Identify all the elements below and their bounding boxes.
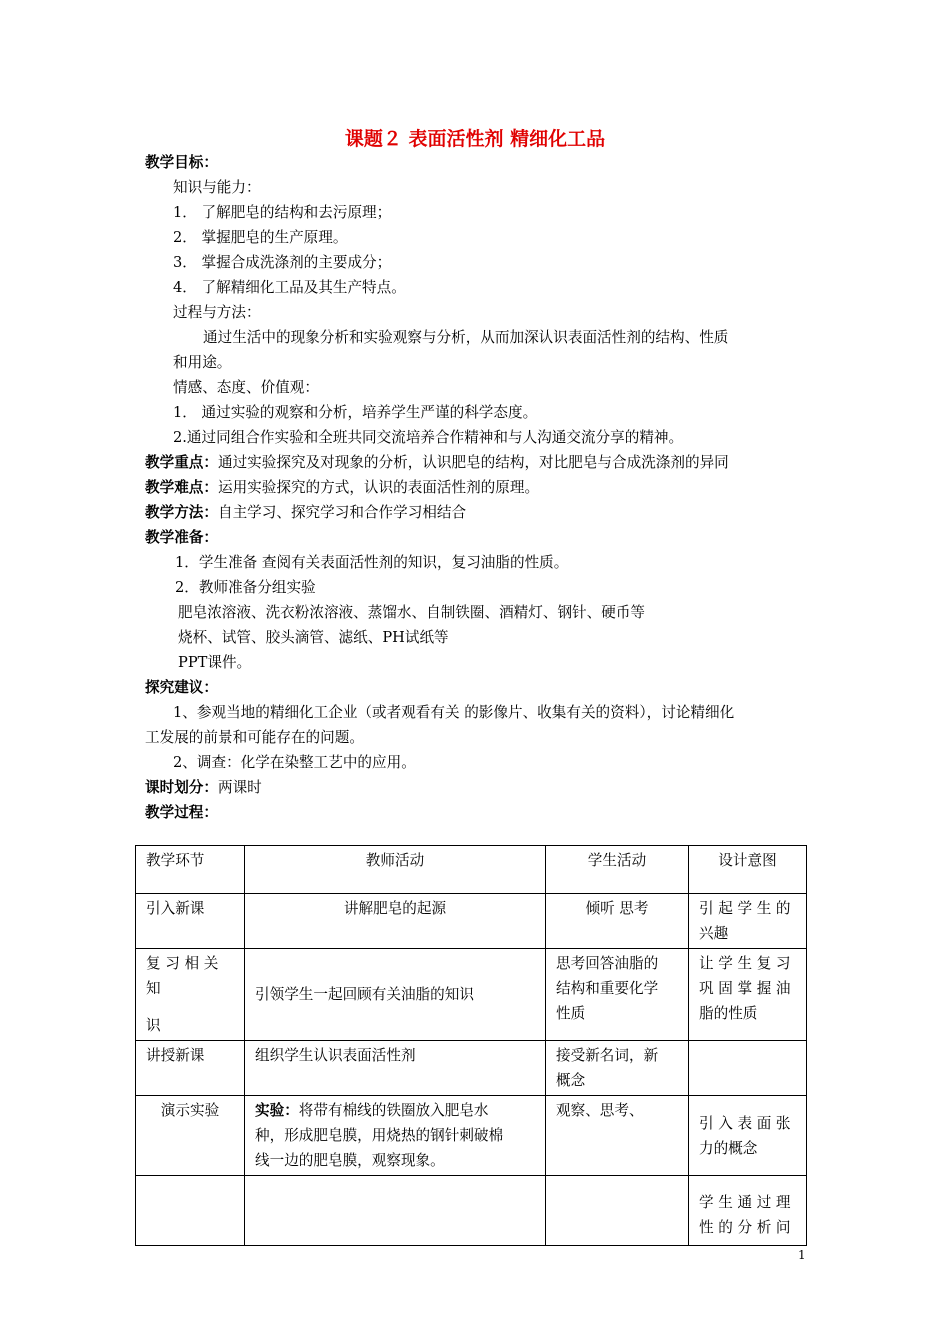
- intent-line: 引 入 表 面 张: [699, 1114, 791, 1132]
- emotion-item: 2.通过同组合作实验和全班共同交流培养合作精神和与人沟通交流分享的精神。: [173, 429, 684, 446]
- student-line: 概念: [556, 1072, 586, 1089]
- knowledge-item: 1． 了解肥皂的结构和去污原理；: [173, 204, 392, 221]
- document-body: [145, 150, 810, 825]
- stage-cell: [136, 949, 245, 1041]
- student-cell: [546, 1041, 689, 1096]
- teaching-process-table: [135, 845, 807, 1246]
- teacher-cell: [245, 1096, 546, 1176]
- difficulty-label: 教学难点：: [145, 479, 218, 496]
- experiment-label: 实验：: [255, 1102, 299, 1119]
- difficulty-text: 运用实验探究的方式，认识的表面活性剂的原理。: [217, 479, 540, 496]
- student-line: 接受新名词，新: [556, 1047, 659, 1064]
- student-line: 结构和重要化学: [556, 980, 659, 997]
- student-cell: [546, 1176, 689, 1246]
- inquiry-heading: 探究建议：: [145, 679, 218, 696]
- method: [145, 500, 810, 525]
- materials-line: 烧杯、试管、胶头滴管、滤纸、PH试纸等: [178, 629, 449, 646]
- schedule-label: 课时划分：: [145, 779, 218, 796]
- header-cell: 设计意图: [689, 846, 807, 894]
- intent-cell: [689, 1176, 807, 1246]
- stage-line: 识: [146, 1017, 161, 1034]
- table-row: [136, 1096, 807, 1176]
- process-text: 通过生活中的现象分析和实验观察与分析，从而加深认识表面活性剂的结构、性质: [203, 329, 729, 346]
- intent-line: 力的概念: [699, 1139, 758, 1157]
- table-header-row: [136, 846, 807, 894]
- preparation-teacher: 2．教师准备分组实验: [175, 579, 316, 596]
- stage-cell: 引入新课: [136, 894, 245, 949]
- intent-line: 兴趣: [699, 925, 729, 942]
- key-point-label: 教学重点：: [145, 454, 218, 471]
- objectives-heading: 教学目标：: [145, 154, 218, 171]
- experiment-text: 将带有棉线的铁圈放入肥皂水: [298, 1102, 489, 1119]
- student-cell: [546, 949, 689, 1041]
- difficulty: [145, 475, 810, 500]
- teacher-line: [255, 1098, 535, 1123]
- method-text: 自主学习、探究学习和合作学习相结合: [217, 504, 467, 521]
- schedule-text: 两课时: [217, 779, 262, 796]
- emotion-heading: 情感、态度、价值观：: [173, 379, 319, 396]
- stage-cell: 演示实验: [136, 1096, 245, 1176]
- method-label: 教学方法：: [145, 504, 218, 521]
- intent-line: 让 学 生 复 习: [699, 955, 791, 972]
- header-cell: 学生活动: [546, 846, 689, 894]
- intent-line: 脂的性质: [699, 1005, 758, 1022]
- teacher-cell: 引领学生一起回顾有关油脂的知识: [245, 949, 546, 1041]
- teacher-cell: 讲解肥皂的起源: [245, 894, 546, 949]
- emotion-item: 1． 通过实验的观察和分析，培养学生严谨的科学态度。: [173, 404, 538, 421]
- student-line: 思考回答油脂的: [556, 955, 659, 972]
- intent-cell: [689, 949, 807, 1041]
- intent-cell: [689, 894, 807, 949]
- intent-cell: [689, 1041, 807, 1096]
- knowledge-item: 2． 掌握肥皂的生产原理。: [173, 229, 348, 246]
- inquiry-item-cont: 工发展的前景和可能存在的问题。: [145, 729, 364, 746]
- stage-line: 复 习 相 关 知: [146, 955, 219, 997]
- table-row: [136, 949, 807, 1041]
- process-heading: 过程与方法：: [173, 304, 261, 321]
- inquiry-item: 2、调查：化学在染整工艺中的应用。: [173, 754, 416, 771]
- header-cell: 教师活动: [245, 846, 546, 894]
- process-text-cont: 和用途。: [173, 354, 232, 371]
- key-point-text: 通过实验探究及对现象的分析，认识肥皂的结构，对比肥皂与合成洗涤剂的异同: [217, 454, 729, 471]
- intent-line: 引 起 学 生 的: [699, 900, 791, 917]
- materials-line: PPT课件。: [178, 654, 252, 671]
- teacher-cell: 组织学生认识表面活性剂: [245, 1041, 546, 1096]
- intent-line: 巩 固 掌 握 油: [699, 980, 791, 997]
- page-number: 1: [798, 1248, 806, 1262]
- intent-cell: [689, 1096, 807, 1176]
- page-title: 课题２ 表面活性剂 精细化工品: [344, 128, 606, 150]
- process-section-heading: 教学过程：: [145, 804, 218, 821]
- knowledge-heading: 知识与能力：: [173, 179, 261, 196]
- student-cell: 观察、思考、: [546, 1096, 689, 1176]
- preparation-student: 1．学生准备 查阅有关表面活性剂的知识，复习油脂的性质。: [175, 554, 569, 571]
- knowledge-item: 3． 掌握合成洗涤剂的主要成分；: [173, 254, 392, 271]
- table-row: [136, 1176, 807, 1246]
- schedule: [145, 775, 810, 800]
- intent-line: 性 的 分 析 问: [699, 1219, 791, 1236]
- teacher-cell: [245, 1176, 546, 1246]
- inquiry-item: 1、参观当地的精细化工企业（或者观看有关 的影像片、收集有关的资料），讨论精细化: [173, 704, 735, 721]
- stage-cell: 讲授新课: [136, 1041, 245, 1096]
- materials-line: 肥皂浓溶液、洗衣粉浓溶液、蒸馏水、自制铁圈、酒精灯、钢针、硬币等: [178, 604, 646, 621]
- teacher-line: 线一边的肥皂膜，观察现象。: [255, 1152, 445, 1169]
- intent-line: 学 生 通 过 理: [699, 1194, 791, 1211]
- stage-cell: [136, 1176, 245, 1246]
- table-row: [136, 1041, 807, 1096]
- key-point: [145, 450, 810, 475]
- student-line: 性质: [556, 1005, 586, 1022]
- preparation-heading: 教学准备：: [145, 529, 218, 546]
- header-cell: 教学环节: [136, 846, 245, 894]
- student-cell: 倾听 思考: [546, 894, 689, 949]
- teacher-line: 种，形成肥皂膜，用烧热的钢针刺破棉: [255, 1127, 504, 1144]
- table-row: [136, 894, 807, 949]
- knowledge-item: 4． 了解精细化工品及其生产特点。: [173, 279, 406, 296]
